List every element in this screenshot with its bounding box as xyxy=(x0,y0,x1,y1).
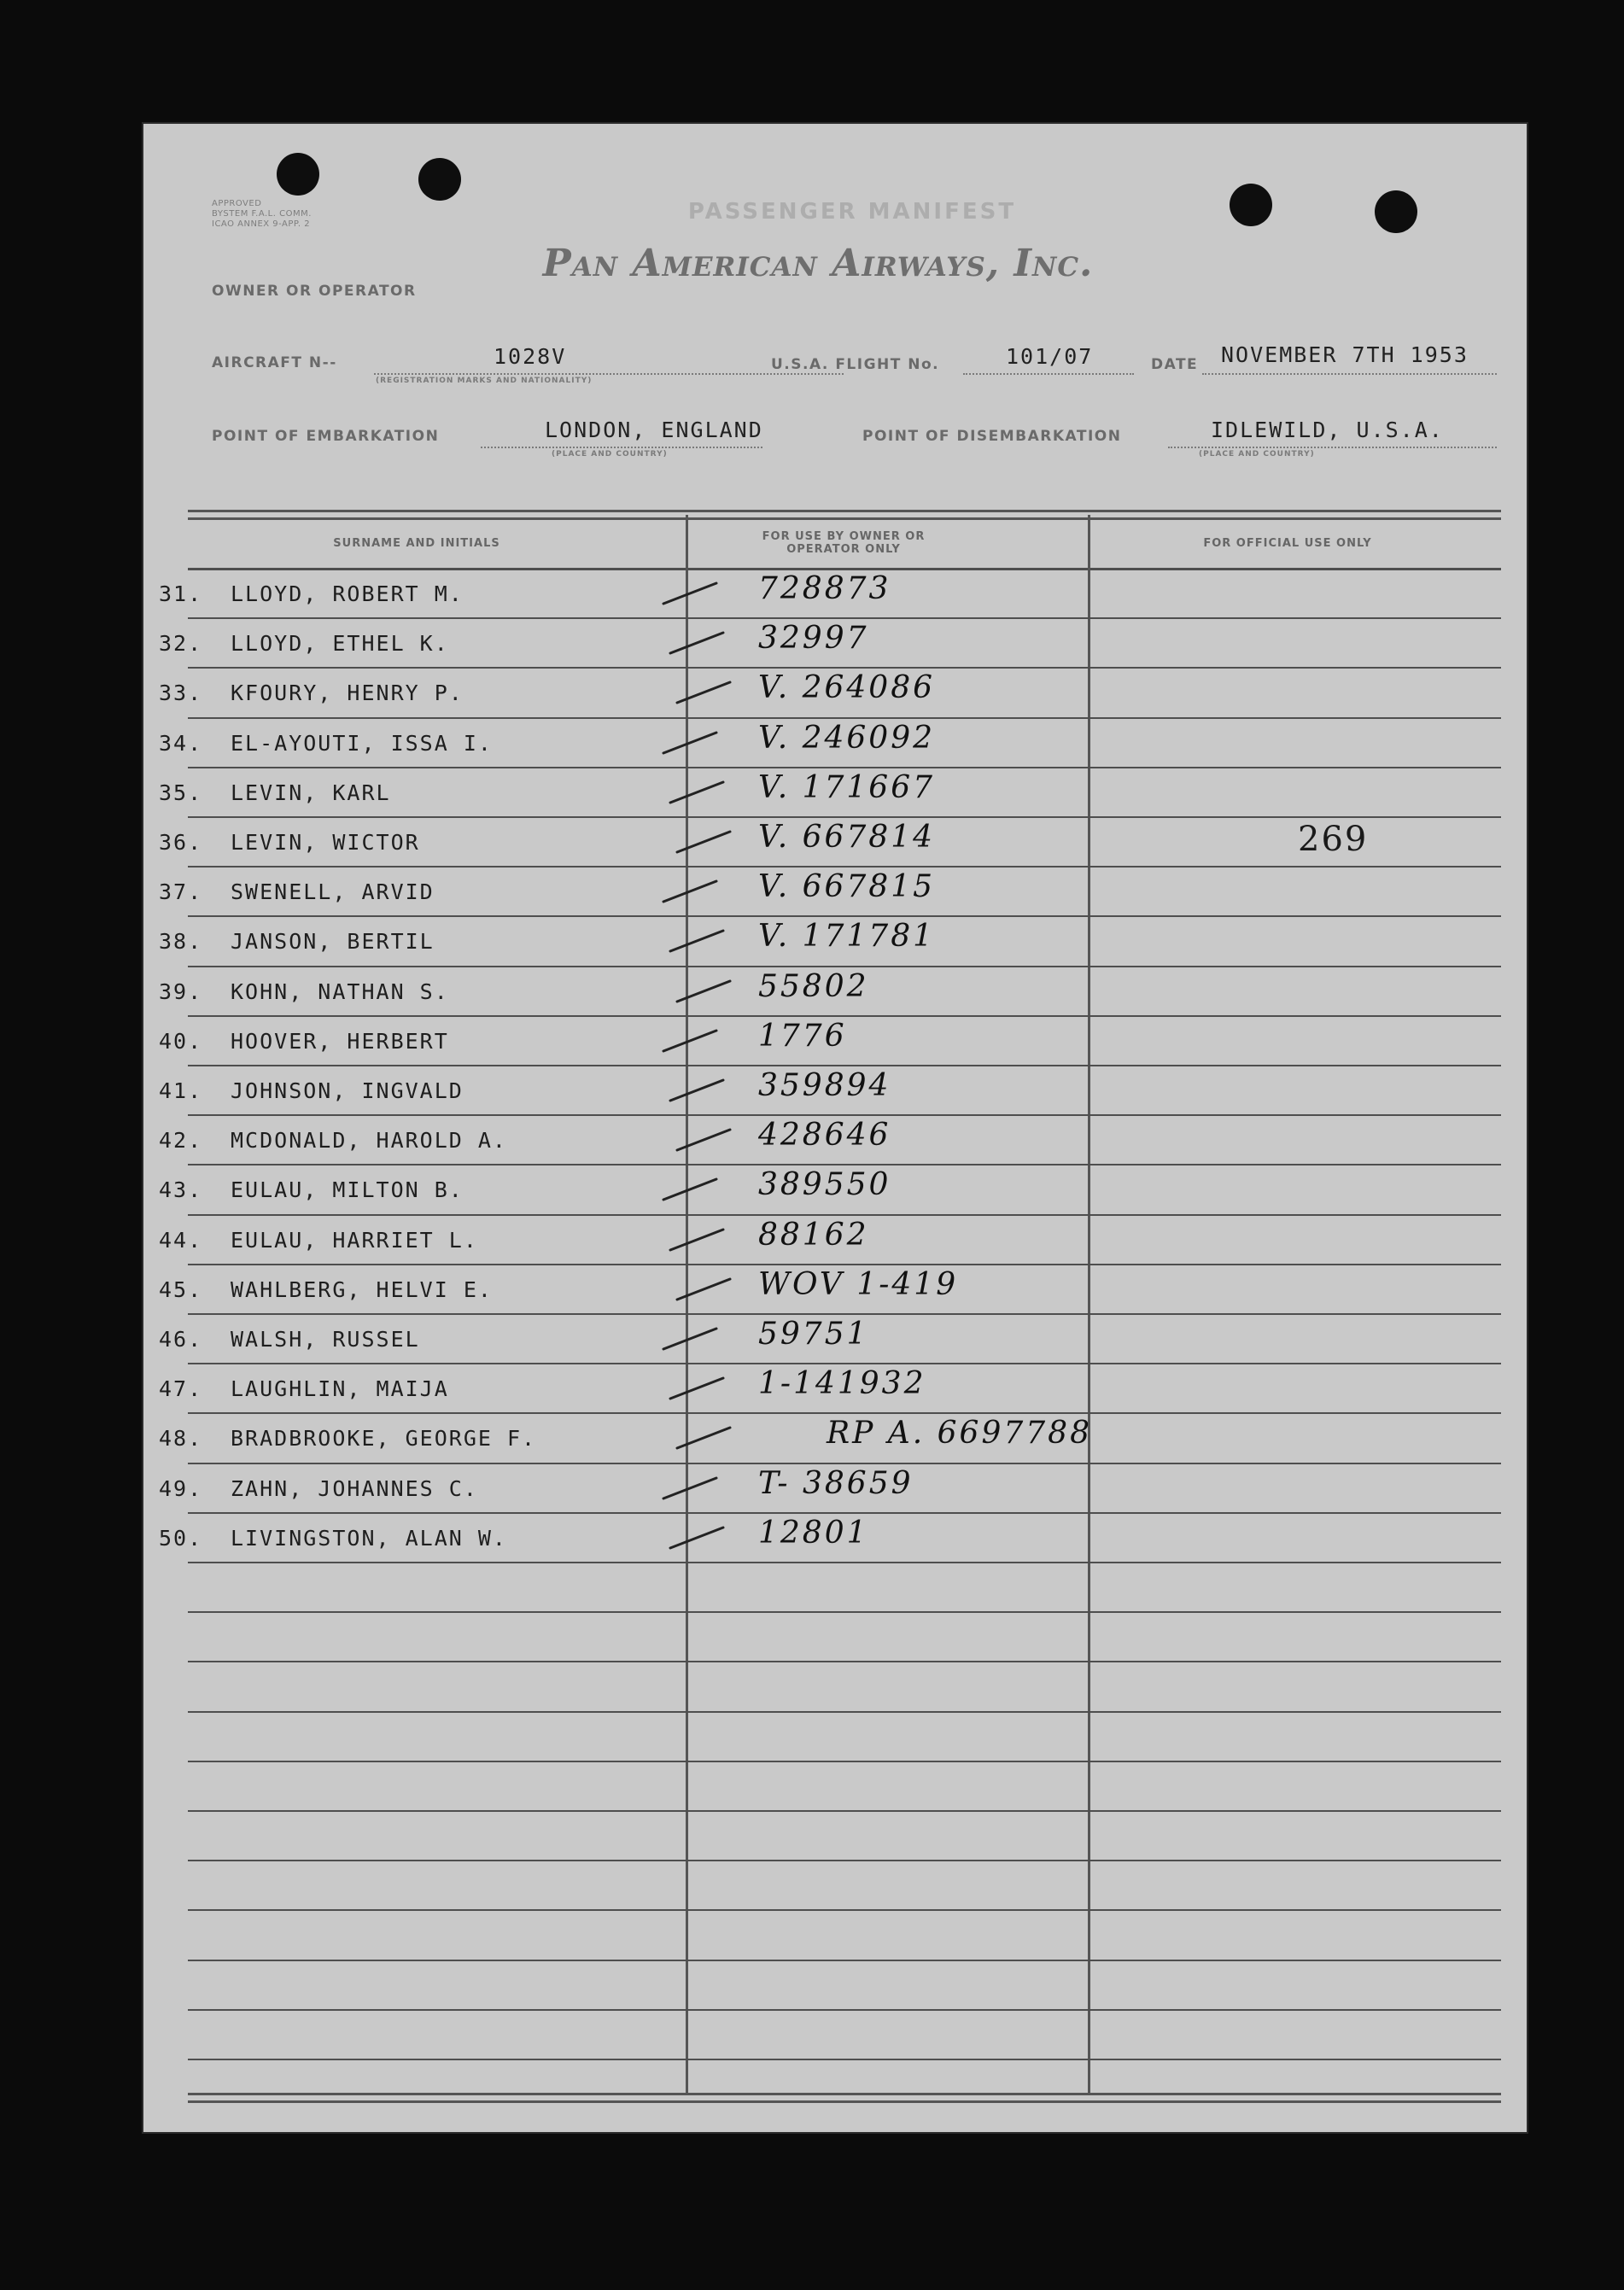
passenger-name: HOOVER, HERBERT xyxy=(231,1028,449,1054)
check-mark-icon xyxy=(667,926,727,956)
check-mark-icon xyxy=(667,1522,727,1553)
passenger-number: 42. xyxy=(159,1128,203,1154)
handwritten-number: V. 264086 xyxy=(758,670,936,706)
table-top-rule xyxy=(188,510,1501,520)
embark-place: LONDON, ENGLAND xyxy=(545,418,763,442)
handwritten-number: WOV 1-419 xyxy=(758,1266,959,1302)
passenger-number: 34. xyxy=(159,730,203,756)
check-mark-icon xyxy=(660,578,720,609)
passenger-number: 38. xyxy=(159,929,203,955)
row-rule xyxy=(188,1015,1501,1017)
row-rule xyxy=(188,1264,1501,1265)
handwritten-number: 428646 xyxy=(758,1118,891,1154)
passenger-name: LEVIN, WICTOR xyxy=(231,830,420,855)
row-rule xyxy=(188,1214,1501,1216)
check-mark-icon xyxy=(667,1373,727,1404)
row-rule xyxy=(188,1562,1501,1563)
row-rule xyxy=(188,1065,1501,1066)
row-rule xyxy=(188,617,1501,619)
check-mark-icon xyxy=(660,876,720,907)
passenger-number: 43. xyxy=(159,1177,203,1203)
column-header-official: FOR OFFICIAL USE ONLY xyxy=(1203,537,1372,550)
disembark-place: IDLEWILD, U.S.A. xyxy=(1211,418,1444,442)
check-mark-icon xyxy=(674,677,733,708)
passenger-number: 39. xyxy=(159,979,203,1004)
row-rule xyxy=(188,1810,1501,1812)
row-rule xyxy=(188,866,1501,868)
row-rule xyxy=(188,1711,1501,1713)
passenger-name: JOHNSON, INGVALD xyxy=(231,1078,464,1103)
passenger-name: KOHN, NATHAN S. xyxy=(231,979,449,1004)
row-rule xyxy=(188,1860,1501,1861)
passenger-name: LIVINGSTON, ALAN W. xyxy=(231,1525,507,1551)
approval-line: BYSTEM F.A.L. COMM. xyxy=(212,209,312,219)
handwritten-number: 728873 xyxy=(758,571,891,606)
handwritten-number: V. 171781 xyxy=(758,919,936,955)
passenger-number: 47. xyxy=(159,1376,203,1402)
passenger-name: LLOYD, ETHEL K. xyxy=(231,631,449,657)
passenger-name: LLOYD, ROBERT M. xyxy=(231,581,464,606)
passenger-number: 31. xyxy=(159,581,203,606)
row-rule xyxy=(188,1761,1501,1762)
row-rule xyxy=(188,767,1501,768)
check-mark-icon xyxy=(667,628,727,658)
row-rule xyxy=(188,1363,1501,1364)
disembark-place-note: (PLACE AND COUNTRY) xyxy=(1199,450,1315,459)
handwritten-number: 389550 xyxy=(758,1167,891,1203)
punch-hole xyxy=(277,153,319,196)
passenger-number: 32. xyxy=(159,631,203,657)
passenger-number: 36. xyxy=(159,830,203,855)
check-mark-icon xyxy=(674,1274,733,1305)
date-underline xyxy=(1202,373,1497,375)
passenger-number: 35. xyxy=(159,780,203,805)
check-mark-icon xyxy=(660,1473,720,1504)
flight-underline xyxy=(963,373,1134,375)
manifest-page xyxy=(143,124,1527,2132)
passenger-number: 49. xyxy=(159,1475,203,1501)
row-rule xyxy=(188,966,1501,967)
punch-hole xyxy=(418,158,461,201)
check-mark-icon xyxy=(667,1075,727,1106)
row-rule xyxy=(188,915,1501,917)
disembark-label: POINT OF DISEMBARKATION xyxy=(862,428,1122,445)
aircraft-label: AIRCRAFT N-- xyxy=(212,354,337,371)
handwritten-number: 88162 xyxy=(758,1217,869,1253)
passenger-number: 46. xyxy=(159,1327,203,1352)
passenger-number: 45. xyxy=(159,1276,203,1302)
official-number: 269 xyxy=(1298,820,1369,859)
owner-label: OWNER OR OPERATOR xyxy=(212,283,417,300)
passenger-number: 40. xyxy=(159,1028,203,1054)
date-label: DATE xyxy=(1151,356,1199,373)
passenger-name: ZAHN, JOHANNES C. xyxy=(231,1475,478,1501)
passenger-name: MCDONALD, HAROLD A. xyxy=(231,1128,507,1154)
passenger-number: 41. xyxy=(159,1078,203,1103)
passenger-number: 48. xyxy=(159,1426,203,1452)
handwritten-number: 55802 xyxy=(758,968,869,1004)
check-mark-icon xyxy=(660,727,720,758)
check-mark-icon xyxy=(674,976,733,1007)
column-divider xyxy=(1088,515,1090,2093)
passenger-name: JANSON, BERTIL xyxy=(231,929,435,955)
row-rule xyxy=(188,1512,1501,1514)
embark-label: POINT OF EMBARKATION xyxy=(212,428,440,445)
passenger-name: EULAU, MILTON B. xyxy=(231,1177,464,1203)
passenger-name: EULAU, HARRIET L. xyxy=(231,1227,478,1253)
handwritten-number: 59751 xyxy=(758,1317,869,1352)
row-rule xyxy=(188,717,1501,719)
approval-note xyxy=(212,199,400,230)
handwritten-number: 32997 xyxy=(758,621,869,657)
check-mark-icon xyxy=(674,827,733,857)
embark-place-note: (PLACE AND COUNTRY) xyxy=(552,450,668,459)
handwritten-number: T- 38659 xyxy=(758,1465,914,1501)
registration-note: (REGISTRATION MARKS AND NATIONALITY) xyxy=(376,377,593,385)
punch-hole xyxy=(1375,190,1417,233)
passenger-number: 33. xyxy=(159,681,203,706)
flight-number: 101/07 xyxy=(1006,344,1094,369)
row-rule xyxy=(188,816,1501,818)
row-rule xyxy=(188,667,1501,669)
passenger-number: 37. xyxy=(159,879,203,905)
check-mark-icon xyxy=(660,1174,720,1205)
handwritten-number: V. 171667 xyxy=(758,769,936,805)
check-mark-icon xyxy=(674,1422,733,1453)
aircraft-number: 1028V xyxy=(494,344,567,369)
passenger-number: 44. xyxy=(159,1227,203,1253)
passenger-name: WAHLBERG, HELVI E. xyxy=(231,1276,493,1302)
aircraft-underline xyxy=(374,373,844,375)
company-name: Pan American Airways, Inc. xyxy=(542,242,1094,285)
passenger-number: 50. xyxy=(159,1525,203,1551)
passenger-name: LAUGHLIN, MAIJA xyxy=(231,1376,449,1402)
row-rule xyxy=(188,1164,1501,1165)
handwritten-number: V. 667815 xyxy=(758,869,936,905)
check-mark-icon xyxy=(667,777,727,808)
approval-line: ICAO ANNEX 9-APP. 2 xyxy=(212,219,311,229)
handwritten-number: V. 667814 xyxy=(758,820,936,855)
flight-label: U.S.A. FLIGHT No. xyxy=(771,356,940,373)
column-header-name: SURNAME AND INITIALS xyxy=(333,537,500,550)
row-rule xyxy=(188,2009,1501,2011)
passenger-name: SWENELL, ARVID xyxy=(231,879,435,905)
row-rule xyxy=(188,1412,1501,1414)
row-rule xyxy=(188,1611,1501,1613)
table-bottom-rule xyxy=(188,2093,1501,2103)
column-header-owner: FOR USE BY OWNER OR OPERATOR ONLY xyxy=(762,530,926,556)
flight-date: NOVEMBER 7TH 1953 xyxy=(1221,342,1469,367)
handwritten-number: 12801 xyxy=(758,1515,869,1551)
row-rule xyxy=(188,1114,1501,1116)
approval-line: APPROVED xyxy=(212,199,262,208)
punch-hole xyxy=(1230,184,1272,226)
form-title: PASSENGER MANIFEST xyxy=(687,199,1017,225)
handwritten-number: 359894 xyxy=(758,1068,891,1103)
handwritten-number: RP A. 6697788 xyxy=(827,1416,1092,1452)
handwritten-number: 1776 xyxy=(758,1018,847,1054)
handwritten-number: V. 246092 xyxy=(758,720,936,756)
check-mark-icon xyxy=(674,1125,733,1155)
passenger-name: WALSH, RUSSEL xyxy=(231,1327,420,1352)
passenger-name: LEVIN, KARL xyxy=(231,780,391,805)
row-rule xyxy=(188,1909,1501,1911)
passenger-name: KFOURY, HENRY P. xyxy=(231,681,464,706)
passenger-name: BRADBROOKE, GEORGE F. xyxy=(231,1426,537,1452)
check-mark-icon xyxy=(667,1224,727,1255)
row-rule xyxy=(188,1661,1501,1662)
check-mark-icon xyxy=(660,1323,720,1354)
row-rule xyxy=(188,2059,1501,2060)
passenger-name: EL-AYOUTI, ISSA I. xyxy=(231,730,493,756)
check-mark-icon xyxy=(660,1025,720,1056)
row-rule xyxy=(188,1313,1501,1315)
handwritten-number: 1-141932 xyxy=(758,1366,926,1402)
header-rule xyxy=(188,568,1501,570)
embark-underline xyxy=(481,447,762,448)
row-rule xyxy=(188,1463,1501,1464)
row-rule xyxy=(188,1960,1501,1961)
disembark-underline xyxy=(1168,447,1497,448)
